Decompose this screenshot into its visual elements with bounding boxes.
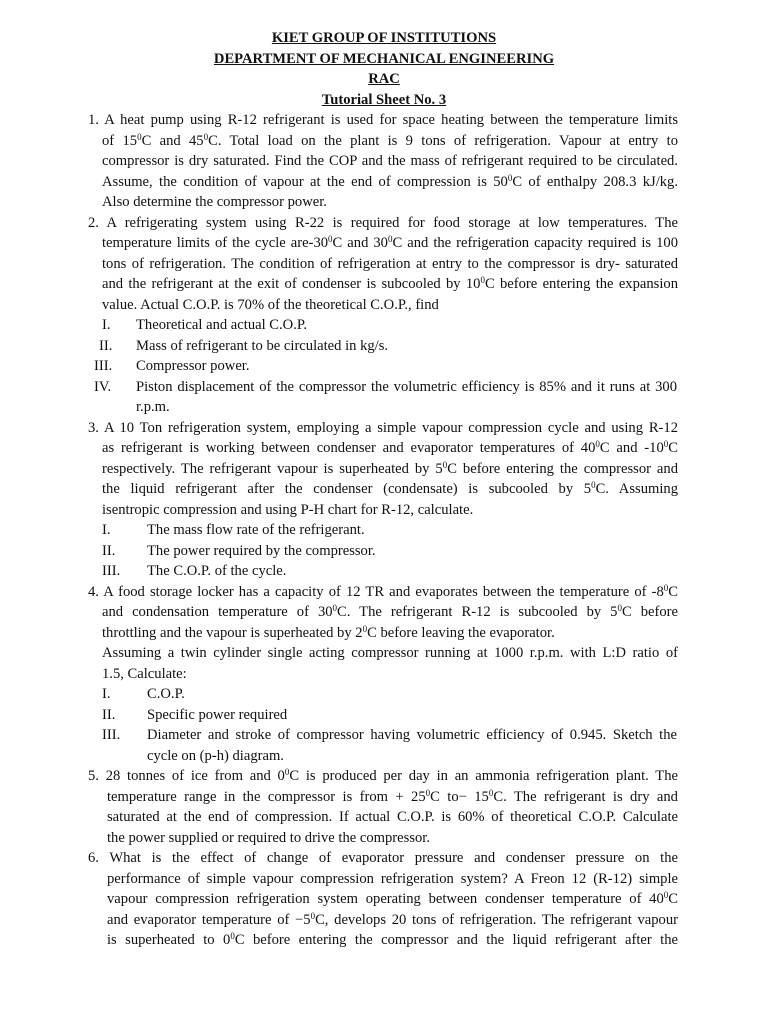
q6-line-5: is superheated to $0^0C$ before entering the compressor and the liquid refrigerant after the [107,931,678,948]
q3-line-3: respectively. The refrigerant vapour is superheated by $5^0C$ before entering the compressor and [102,459,678,477]
q3-line-2: as refrigerant is working between condenser and evaporator temperatures of $40^0C$ and $-10^0C$ [102,439,678,456]
q4-item-num: I. [102,686,111,702]
q3-item-num: II. [102,542,116,559]
q5-line-4: the power supplied or required to drive the compressor. [107,829,431,846]
q3-item-text: The mass flow rate of the refrigerant. [147,522,365,538]
q6-line-4: and evaporator temperature of $-5^0C$, develops 20 tons of refrigeration. The refrigerant vapour [107,910,678,928]
q3-item-text: The C.O.P. of the cycle. [147,563,287,579]
q3-line-5: isentropic compression and using P-H chart for R-12, calculate. [102,501,474,518]
q1-line-3: compressor is dry saturated. Find the COP and the mass of refrigerant required to be circulated. [102,153,678,169]
institution-heading: KIET GROUP OF INSTITUTIONS [271,30,497,46]
q4-item-text: Diameter and stroke of compressor having volumetric efficiency of 0.945. Sketch the [147,727,677,743]
q2-item-4-continuation: r.p.m. [136,399,170,415]
q4-item-text: Specific power required [147,706,288,723]
q2-line-2: temperature limits of the cycle are-$30^0C$ and $30^0C$ and the refrigeration capacity required is 100 [102,234,678,251]
q6-line-2: performance of simple vapour compression refrigeration system? A Freon 12 (R-12) simple [107,870,678,887]
q4-item-num: III. [102,727,121,743]
q3-item-num: III. [102,563,121,579]
q3-line-1: 3. A 10 Ton refrigeration system, employing a simple vapour compression cycle and using R-12 [88,419,678,436]
q4-item-num: II. [102,706,116,723]
q2-item-text: Compressor power. [136,358,250,374]
q4-line-2: and condensation temperature of $30^0C$. The refrigerant R-12 is subcooled by $5^0C$ before [102,603,678,620]
q2-item-num: III. [94,358,113,374]
q2-line-1: 2. A refrigerating system using R-22 is required for food storage at low temperatures. The [88,214,678,231]
q1-line-2: of $15^0C$ and $45^0C$. Total load on the plant is 9 tons of refrigeration. Vapour at entry to [102,131,678,149]
q1-line-1: 1. A heat pump using R-12 refrigerant is used for space heating between the temperature limits [88,112,678,128]
q1-line-4: Assume, the condition of vapour at the end of compression is $50^0C$ of enthalpy 208.3 kJ/kg. [102,172,678,190]
q5-line-3: saturated at the end of compression. If actual C.O.P. is 60% of theoretical C.O.P. Calculate [107,809,678,825]
q2-item-text: Mass of refrigerant to be circulated in kg/s. [136,337,389,354]
q6-line-1: 6. What is the effect of change of evaporator pressure and condenser pressure on the [88,850,678,866]
q2-item-num: IV. [94,378,112,395]
q4-item-3-continuation: cycle on (p-h) diagram. [147,747,284,764]
q2-item-num: I. [102,317,111,333]
q4-line-4: Assuming a twin cylinder single acting compressor running at 1000 r.p.m. with L:D ratio of [102,645,678,661]
q5-line-1: 5. 28 tonnes of ice from and $0^0C$ is produced per day in an ammonia refrigeration plant. The [88,767,678,784]
q3-item-num: I. [102,522,111,538]
q2-item-text: Piston displacement of the compressor the volumetric efficiency is 85% and it runs at 300 [136,378,677,395]
q1-line-5: Also determine the compressor power. [102,194,327,210]
q4-line-5: 1.5, Calculate: [102,665,187,682]
q3-item-text: The power required by the compressor. [147,542,376,559]
q2-line-5: value. Actual C.O.P. is 70% of the theoretical C.O.P., find [102,296,439,313]
department-heading: DEPARTMENT OF MECHANICAL ENGINEERING [213,50,555,67]
q2-line-3: tons of refrigeration. The condition of refrigeration at entry to the compressor is dry- saturated [102,255,678,272]
q5-line-2: temperature range in the compressor is from + $25^0C$ $to- 15^0C$. The refrigerant is dry and [107,787,678,805]
q4-line-3: throttling and the vapour is superheated by $2^0C$ before leaving the evaporator. [102,623,555,641]
q2-line-4: and the refrigerant at the exit of condenser is subcooled by $10^0C$ before entering the expansion [102,275,678,292]
q3-line-4: the liquid refrigerant after the condenser (condensate) is subcooled by $5^0C$. Assuming [102,480,679,497]
sheet-title: Tutorial Sheet No. 3 [321,91,447,108]
q6-line-3: vapour compression refrigeration system operating between condenser temperature of $40^0C$ [107,890,678,907]
q4-item-text: C.O.P. [147,686,185,702]
q4-line-1: 4. A food storage locker has a capacity of 12 TR and evaporates between the temperature of $-8^0C$ [88,582,678,600]
q2-item-text: Theoretical and actual C.O.P. [136,317,308,333]
q2-item-num: II. [99,337,113,354]
subject-heading: RAC [368,71,400,87]
